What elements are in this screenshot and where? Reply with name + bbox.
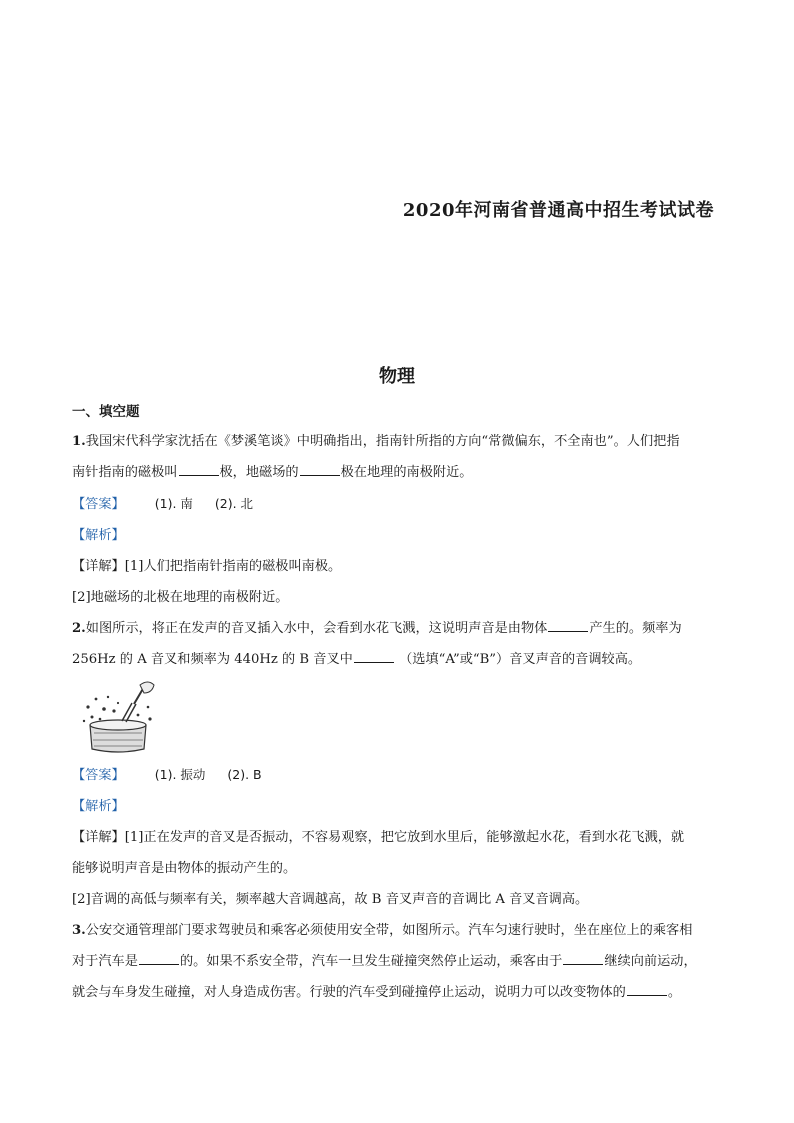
question-text: 的。如果不系安全带，汽车一旦发生碰撞突然停止运动，乘客由于 — [179, 954, 563, 969]
question-text: 对于汽车是 — [72, 954, 138, 969]
question-text: 产生的。频率为 — [589, 621, 682, 636]
detail-line — [72, 582, 722, 613]
question-2-line-1 — [72, 613, 722, 644]
question-3-line-2 — [72, 946, 722, 977]
question-text: （选填“A”或“B”）音叉声音的音调较高。 — [399, 652, 642, 667]
detail-tag: 【详解】 — [72, 559, 125, 574]
answer-blank — [563, 950, 603, 965]
question-3-line-1 — [72, 915, 722, 946]
question-text: 。 — [667, 985, 682, 1000]
detail-text: 能够说明声音是由物体的振动产生的。 — [72, 861, 297, 876]
answer-blank — [627, 981, 667, 996]
question-text: 公安交通管理部门要求驾驶员和乘客必须使用安全带，如图所示。汽车匀速行驶时，坐在座位上的乘客相 — [85, 923, 693, 938]
question-text: 256Hz 的 A 音叉和频率为 440Hz 的 B 音叉中 — [72, 652, 353, 667]
detail-text: [1]正在发声的音叉是否振动，不容易观察，把它放到水里后，能够激起水花，看到水花飞溅，就 — [124, 830, 685, 845]
analysis-line — [72, 791, 722, 822]
question-text: 如图所示，将正在发声的音叉插入水中，会看到水花飞溅，这说明声音是由物体 — [85, 621, 548, 636]
question-text: 极在地理的南极附近。 — [340, 465, 473, 480]
answer-line — [72, 488, 722, 520]
answer-tag: 【答案】 — [72, 497, 125, 512]
answer-blank — [354, 648, 394, 663]
question-number: 1. — [72, 434, 86, 449]
question-3-line-3 — [72, 977, 722, 1008]
tuning-fork-figure — [72, 675, 722, 759]
question-text: 我国宋代科学家沈括在《梦溪笔谈》中明确指出，指南针所指的方向“常微偏东，不全南也”。人们把指 — [85, 434, 680, 449]
question-number: 2. — [72, 621, 86, 636]
detail-text: [2]地磁场的北极在地理的南极附近。 — [72, 590, 289, 605]
detail-line — [72, 884, 722, 915]
question-number: 3. — [72, 923, 86, 938]
answer-value: (1). 南 — [154, 496, 193, 511]
answer-value: (2). B — [227, 767, 262, 782]
question-1-line-1 — [72, 426, 722, 457]
question-text: 继续向前运动， — [604, 954, 697, 969]
detail-line — [72, 853, 722, 884]
question-text: 极，地磁场的 — [219, 465, 299, 480]
tuning-fork-in-water-illustration — [78, 677, 158, 755]
answer-blank — [548, 617, 588, 632]
section-heading: 一、填空题 — [72, 404, 140, 420]
question-text: 就会与车身发生碰撞，对人身造成伤害。行驶的汽车受到碰撞停止运动，说明力可以改变物体的 — [72, 985, 626, 1000]
answer-blank — [179, 461, 219, 476]
detail-line — [72, 822, 722, 853]
question-text: 南针指南的磁极叫 — [72, 465, 178, 480]
question-2-line-2 — [72, 644, 722, 675]
answer-line — [72, 759, 722, 791]
answer-tag: 【答案】 — [72, 768, 125, 783]
analysis-tag: 【解析】 — [72, 799, 125, 814]
subject-title: 物理 — [379, 366, 415, 387]
exam-title: 2020年河南省普通高中招生考试试卷 — [402, 200, 714, 221]
exam-content — [72, 398, 722, 1008]
detail-line — [72, 551, 722, 582]
answer-value: (1). 振动 — [154, 767, 206, 782]
analysis-line — [72, 520, 722, 551]
question-1-line-2 — [72, 457, 722, 488]
detail-text: [2]音调的高低与频率有关，频率越大音调越高，故 B 音叉声音的音调比 A 音叉音调高。 — [72, 892, 589, 907]
detail-tag: 【详解】 — [72, 830, 125, 845]
detail-text: [1]人们把指南针指南的磁极叫南极。 — [124, 559, 342, 574]
answer-blank — [139, 950, 179, 965]
answer-blank — [300, 461, 340, 476]
answer-value: (2). 北 — [214, 496, 254, 511]
analysis-tag: 【解析】 — [72, 528, 125, 543]
